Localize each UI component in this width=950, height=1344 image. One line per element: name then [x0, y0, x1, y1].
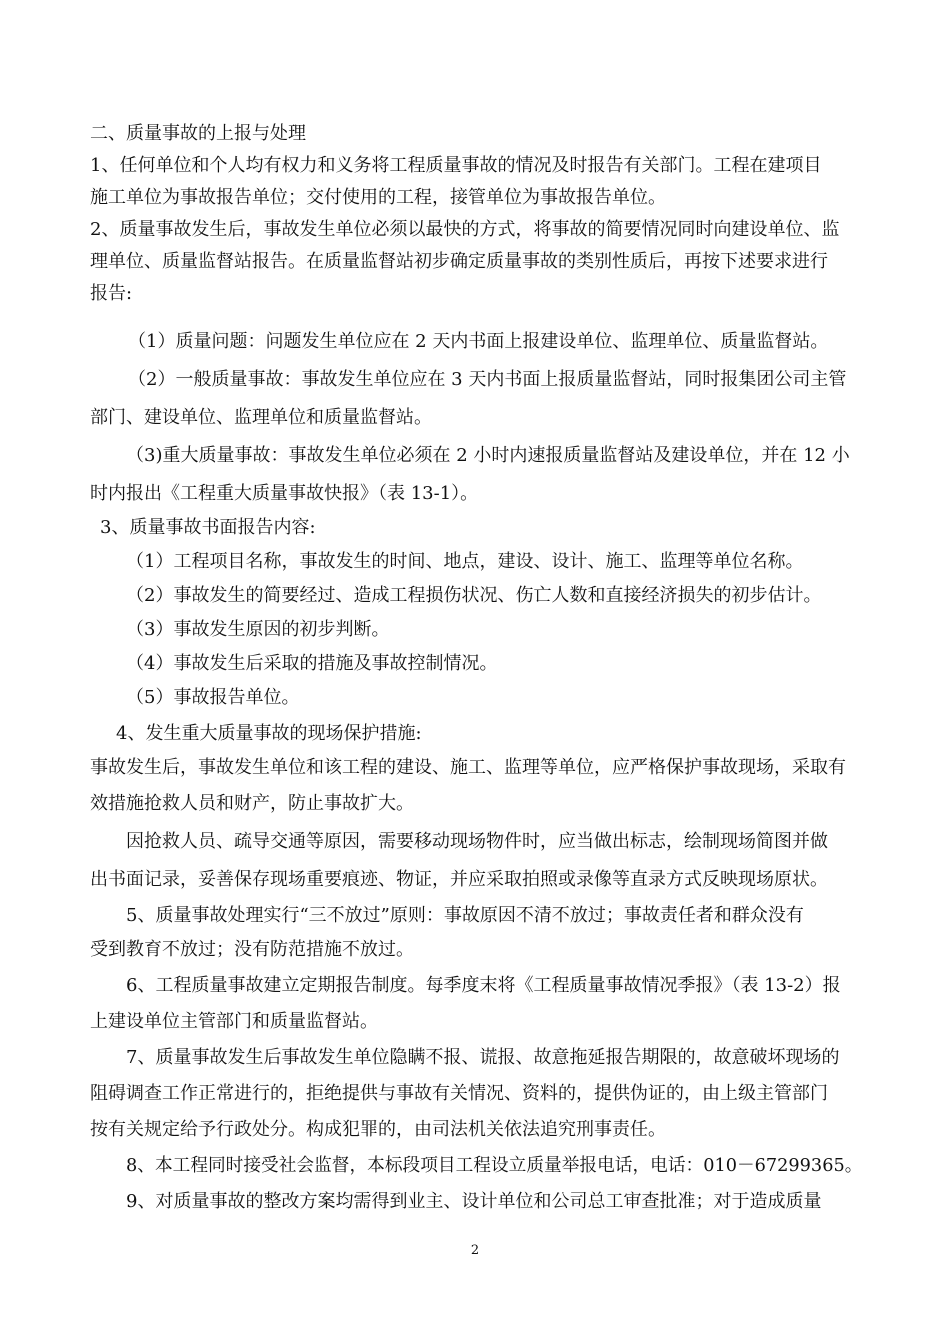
list-item-line: （3）事故发生原因的初步判断。 [126, 619, 390, 640]
list-item-line: （2）事故发生的简要经过、造成工程损伤状况、伤亡人数和直接经济损失的初步估计。 [126, 585, 822, 606]
page-number: 2 [470, 1243, 480, 1258]
paragraph-line: 1、任何单位和个人均有权力和义务将工程质量事故的情况及时报告有关部门。工程在建项目 [90, 155, 822, 176]
paragraph-line: 6、工程质量事故建立定期报告制度。每季度末将《工程质量事故情况季报》（表 13-2）报 [126, 975, 841, 996]
subheading-line: 3、质量事故书面报告内容: [100, 517, 316, 538]
paragraph-line: 7、质量事故发生后事故发生单位隐瞒不报、谎报、故意拖延报告期限的，故意破坏现场的 [126, 1047, 840, 1068]
paragraph-line: 施工单位为事故报告单位；交付使用的工程，接管单位为事故报告单位。 [90, 187, 666, 208]
section-heading: 二、质量事故的上报与处理 [90, 123, 306, 144]
subheading-line: 4、发生重大质量事故的现场保护措施: [116, 723, 422, 744]
list-item-line: （4）事故发生后采取的措施及事故控制情况。 [126, 653, 498, 674]
paragraph-line: 5、质量事故处理实行“三不放过”原则：事故原因不清不放过；事故责任者和群众没有 [126, 905, 804, 926]
list-item-line: （5）事故报告单位。 [126, 687, 300, 708]
paragraph-line: 阻碍调查工作正常进行的，拒绝提供与事故有关情况、资料的，提供伪证的，由上级主管部门 [90, 1083, 828, 1104]
paragraph-line: 报告: [90, 283, 133, 304]
paragraph-line: 上建设单位主管部门和质量监督站。 [90, 1011, 378, 1032]
paragraph-line: 事故发生后，事故发生单位和该工程的建设、施工、监理等单位，应严格保护事故现场，采取有 [90, 757, 846, 778]
paragraph-line: 受到教育不放过；没有防范措施不放过。 [90, 939, 414, 960]
paragraph-line: 9、对质量事故的整改方案均需得到业主、设计单位和公司总工审查批准；对于造成质量 [126, 1191, 822, 1212]
paragraph-line: 时内报出《工程重大质量事故快报》（表 13-1）。 [90, 483, 479, 504]
paragraph-line: 效措施抢救人员和财产，防止事故扩大。 [90, 793, 414, 814]
paragraph-line: 8、本工程同时接受社会监督，本标段项目工程设立质量举报电话，电话：010－67299365。 [126, 1155, 863, 1176]
paragraph-line: 理单位、质量监督站报告。在质量监督站初步确定质量事故的类别性质后，再按下述要求进行 [90, 251, 828, 272]
list-item-line: （1）质量问题：问题发生单位应在 2 天内书面上报建设单位、监理单位、质量监督站。 [128, 331, 829, 352]
paragraph-line: 因抢救人员、疏导交通等原因，需要移动现场物件时，应当做出标志，绘制现场简图并做 [126, 831, 828, 852]
list-item-line: （1）工程项目名称，事故发生的时间、地点，建设、设计、施工、监理等单位名称。 [126, 551, 804, 572]
paragraph-line: 2、质量事故发生后，事故发生单位必须以最快的方式，将事故的简要情况同时向建设单位、监 [90, 219, 840, 240]
list-item-line: （2）一般质量事故：事故发生单位应在 3 天内书面上报质量监督站，同时报集团公司主管 [128, 369, 847, 390]
paragraph-line: 出书面记录，妥善保存现场重要痕迹、物证，并应采取拍照或录像等直录方式反映现场原状。 [90, 869, 828, 890]
paragraph-line: 部门、建设单位、监理单位和质量监督站。 [90, 407, 432, 428]
list-item-line: （3)重大质量事故：事故发生单位必须在 2 小时内速报质量监督站及建设单位，并在 12 小 [126, 445, 850, 466]
paragraph-line: 按有关规定给予行政处分。构成犯罪的，由司法机关依法追究刑事责任。 [90, 1119, 666, 1140]
